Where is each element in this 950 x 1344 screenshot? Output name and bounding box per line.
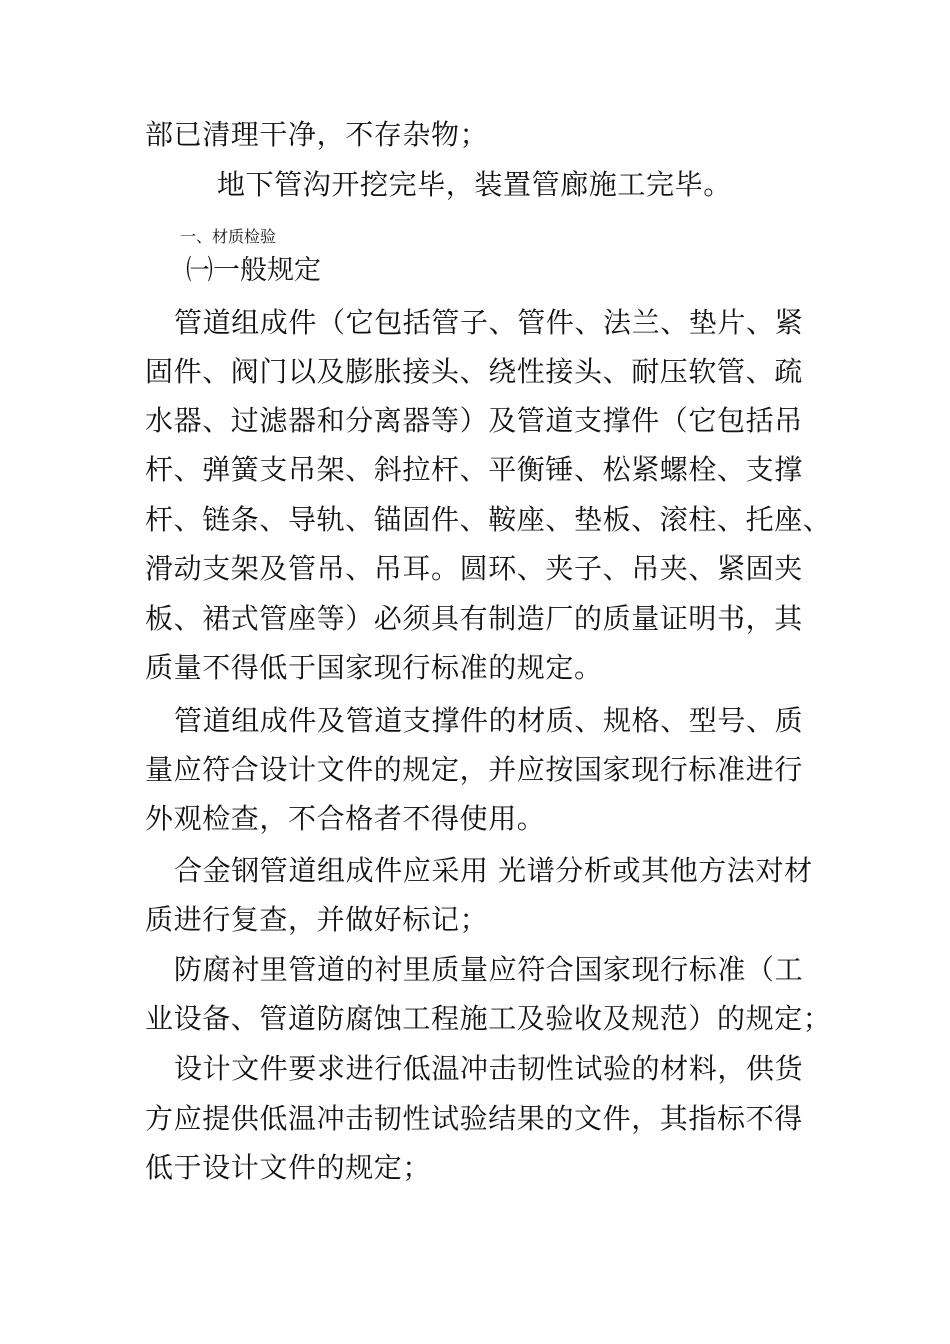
- paragraph-line: 业设备、管道防腐蚀工程施工及验收及规范）的规定；: [145, 1002, 832, 1035]
- paragraph-line: 合金钢管道组成件应采用 光谱分析或其他方法对材: [174, 854, 813, 887]
- paragraph-line: 质量不得低于国家现行标准的规定。: [145, 651, 603, 684]
- paragraph-line: 量应符合设计文件的规定，并应按国家现行标准进行: [145, 753, 803, 786]
- paragraph-line: 滑动支架及管吊、吊耳。圆环、夹子、吊夹、紧固夹: [145, 552, 803, 585]
- paragraph-line: 方应提供低温冲击韧性试验结果的文件，其指标不得: [145, 1102, 803, 1135]
- text-line: 地下管沟开挖完毕，装置管廊施工完毕。: [217, 168, 732, 201]
- paragraph-line: 固件、阀门以及膨胀接头、绕性接头、耐压软管、疏: [145, 355, 803, 388]
- paragraph-line: 低于设计文件的规定；: [145, 1151, 432, 1184]
- text-line: 部已清理干净，不存杂物；: [145, 118, 489, 151]
- paragraph-line: 设计文件要求进行低温冲击韧性试验的材料，供货: [174, 1052, 804, 1085]
- paragraph-line: 质进行复查，并做好标记；: [145, 903, 489, 936]
- paragraph-line: 板、裙式管座等）必须具有制造厂的质量证明书，其: [145, 602, 803, 635]
- paragraph-line: 管道组成件及管道支撑件的材质、规格、型号、质: [174, 704, 804, 737]
- paragraph-line: 外观检查，不合格者不得使用。: [145, 802, 546, 835]
- paragraph-line: 管道组成件（它包括管子、管件、法兰、垫片、紧: [174, 306, 804, 339]
- subsection-heading: ㈠一般规定: [186, 255, 321, 286]
- paragraph-line: 防腐衬里管道的衬里质量应符合国家现行标准（工: [174, 953, 804, 986]
- section-heading: 一、材质检验: [180, 227, 277, 246]
- paragraph-line: 杆、弹簧支吊架、斜拉杆、平衡锤、松紧螺栓、支撑: [145, 453, 803, 486]
- paragraph-line: 水器、过滤器和分离器等）及管道支撑件（它包括吊: [145, 404, 803, 437]
- paragraph-line: 杆、链条、导轨、锚固件、鞍座、垫板、滚柱、托座、: [145, 503, 832, 536]
